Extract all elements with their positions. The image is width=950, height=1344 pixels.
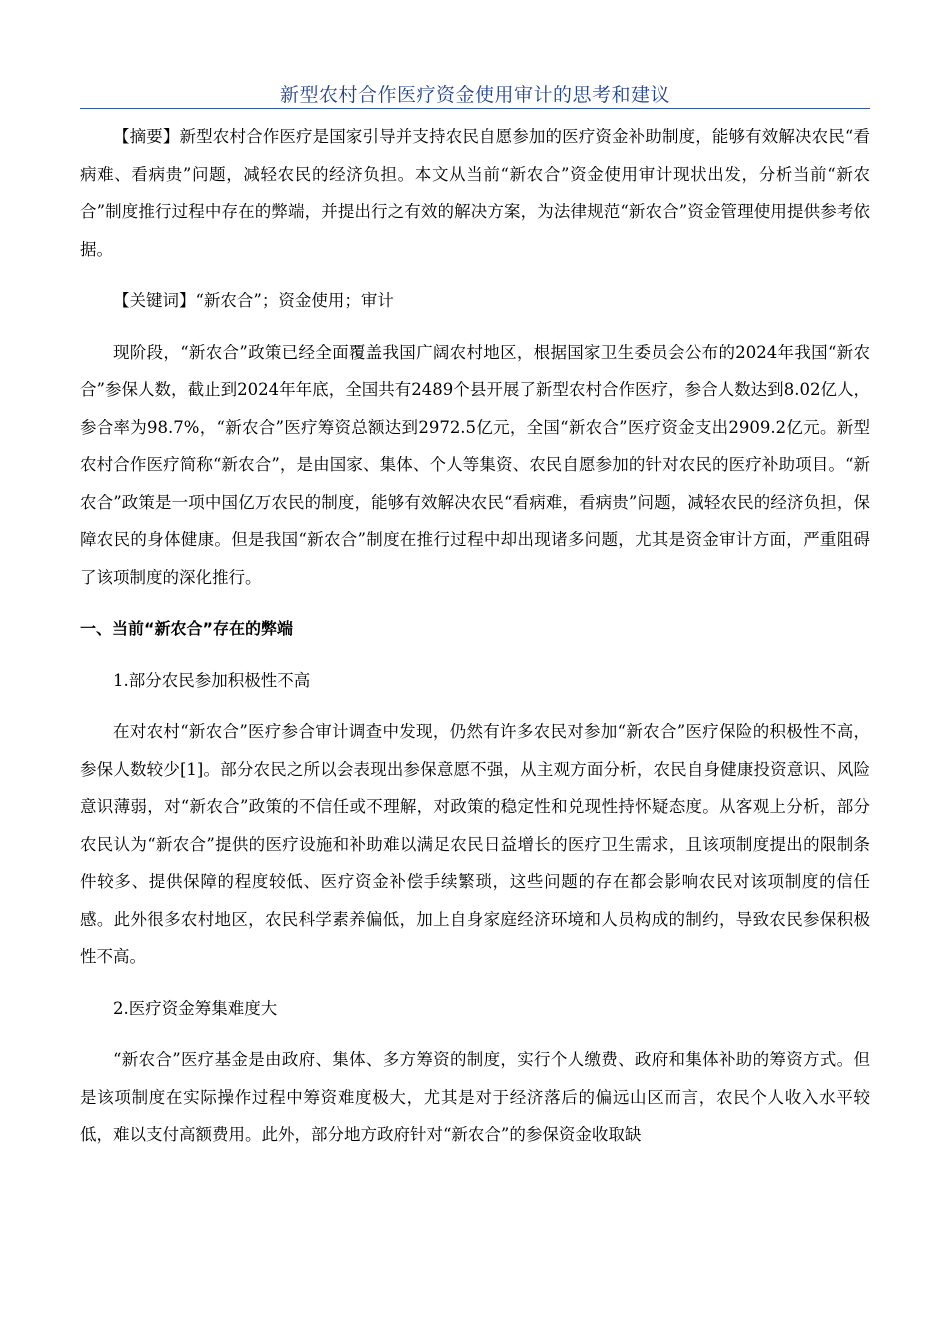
subsection-paragraph: 在对农村“新农合”医疗参合审计调查中发现，仍然有许多农民对参加“新农合”医疗保险的积极性不高，参保人数较少[1]。部分农民之所以会表现出参保意愿不强，从主观方面分析，农民自身健康投资意识、风险意识薄弱，对“新农合”政策的不信任或不理解，对政策的稳定性和兑现性持怀疑态度。从客观上分析，部分农民认为“新农合”提供的医疗设施和补助难以满足农民日益增长的医疗卫生需求，且该项制度提出的限制条件较多、提供保障的程度较低、医疗资金补偿手续繁琐，这些问题的存在都会影响农民对该项制度的信任感。此外很多农村地区，农民科学素养偏低，加上自身家庭经济环境和人员构成的制约，导致农民参保积极性不高。 xyxy=(80,722,870,966)
subsection-heading: 1.部分农民参加积极性不高 xyxy=(113,670,311,690)
document-title: 新型农村合作医疗资金使用审计的思考和建议 xyxy=(279,84,670,106)
section-heading: 一、当前“新农合”存在的弊端 xyxy=(80,619,294,638)
subsection-heading: 2.医疗资金筹集难度大 xyxy=(113,998,278,1018)
abstract-paragraph: 【摘要】新型农村合作医疗是国家引导并支持农民自愿参加的医疗资金补助制度，能够有效解决农民“看病难、看病贵”问题，减轻农民的经济负担。本文从当前“新农合”资金使用审计现状出发，分析当前“新农合”制度推行过程中存在的弊端，并提出行之有效的解决方案，为法律规范“新农合”资金管理使用提供参考依据。 xyxy=(80,127,870,259)
subsection-paragraph: “新农合”医疗基金是由政府、集体、多方筹资的制度，实行个人缴费、政府和集体补助的筹资方式。但是该项制度在实际操作过程中筹资难度极大，尤其是对于经济落后的偏远山区而言，农民个人收入水平较低，难以支付高额费用。此外，部分地方政府针对“新农合”的参保资金收取缺 xyxy=(80,1050,870,1144)
keywords-paragraph: 【关键词】“新农合”；资金使用；审计 xyxy=(113,291,394,310)
intro-paragraph: 现阶段，“新农合”政策已经全面覆盖我国广阔农村地区，根据国家卫生委员会公布的2024年我国“新农合”参保人数，截止到2024年年底，全国共有2489个县开展了新型农村合作医疗，参合人数达到8.02亿人，参合率为98.7%，“新农合”医疗筹资总额达到2972.5亿元，全国“新农合”医疗资金支出2909.2亿元。新型农村合作医疗简称“新农合”，是由国家、集体、个人等集资、农民自愿参加的针对农民的医疗补助项目。“新农合”政策是一项中国亿万农民的制度，能够有效解决农民“看病难，看病贵”问题，减轻农民的经济负担，保障农民的身体健康。但是我国“新农合”制度在推行过程中却出现诸多问题，尤其是资金审计方面，严重阻碍了该项制度的深化推行。 xyxy=(80,342,870,587)
title-underline xyxy=(80,108,870,109)
document-body xyxy=(80,118,870,1154)
